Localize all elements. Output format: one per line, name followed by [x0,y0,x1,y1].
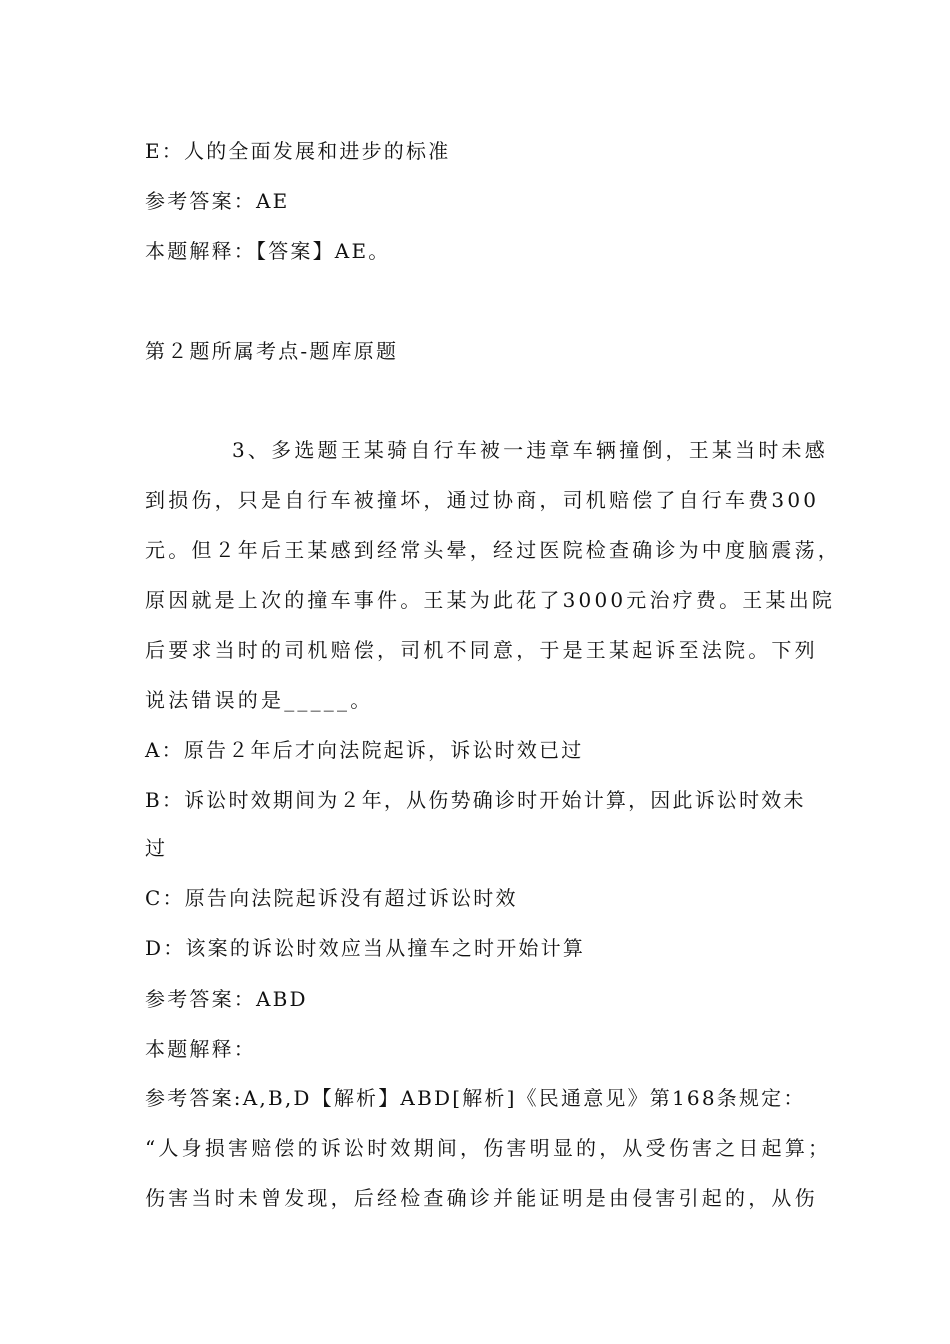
question-stem-line-2: 到损伤，只是自行车被撞坏，通过协商，司机赔偿了自行车费300 [145,488,820,512]
reference-answer: 参考答案：ABD [145,987,308,1011]
question-stem-line-4: 原因就是上次的撞车事件。王某为此花了3000元治疗费。王某出院 [145,588,836,612]
option-b-line-1: B：诉讼时效期间为２年，从伤势确诊时开始计算，因此诉讼时效未 [145,788,806,812]
option-b-line-2: 过 [145,836,168,860]
section-label: 第２题所属考点-题库原题 [145,339,399,363]
reference-answer: 参考答案：AE [145,189,290,213]
question-stem-line-3: 元。但２年后王某感到经常头晕，经过医院检查确诊为中度脑震荡， [145,538,841,562]
explanation-line-1: 参考答案:A,B,D【解析】ABD[解析]《民通意见》第168条规定： [145,1086,806,1110]
question-stem-line-5: 后要求当时的司机赔偿，司机不同意，于是王某起诉至法院。下列 [145,638,818,662]
explanation: 本题解释：【答案】AE。 [145,239,391,263]
option-e: E：人的全面发展和进步的标准 [145,139,451,163]
option-d: D：该案的诉讼时效应当从撞车之时开始计算 [145,936,586,960]
option-a: A：原告２年后才向法院起诉，诉讼时效已过 [145,738,584,762]
question-stem-line-6: 说法错误的是_____。 [145,688,374,712]
option-c: C：原告向法院起诉没有超过诉讼时效 [145,886,518,910]
question-stem-line-1: 3、多选题王某骑自行车被一违章车辆撞倒，王某当时未感 [232,438,828,462]
explanation-line-3: 伤害当时未曾发现，后经检查确诊并能证明是由侵害引起的，从伤 [145,1186,818,1210]
explanation-label: 本题解释： [145,1037,256,1061]
explanation-line-2: “人身损害赔偿的诉讼时效期间，伤害明显的，从受伤害之日起算； [145,1136,832,1160]
